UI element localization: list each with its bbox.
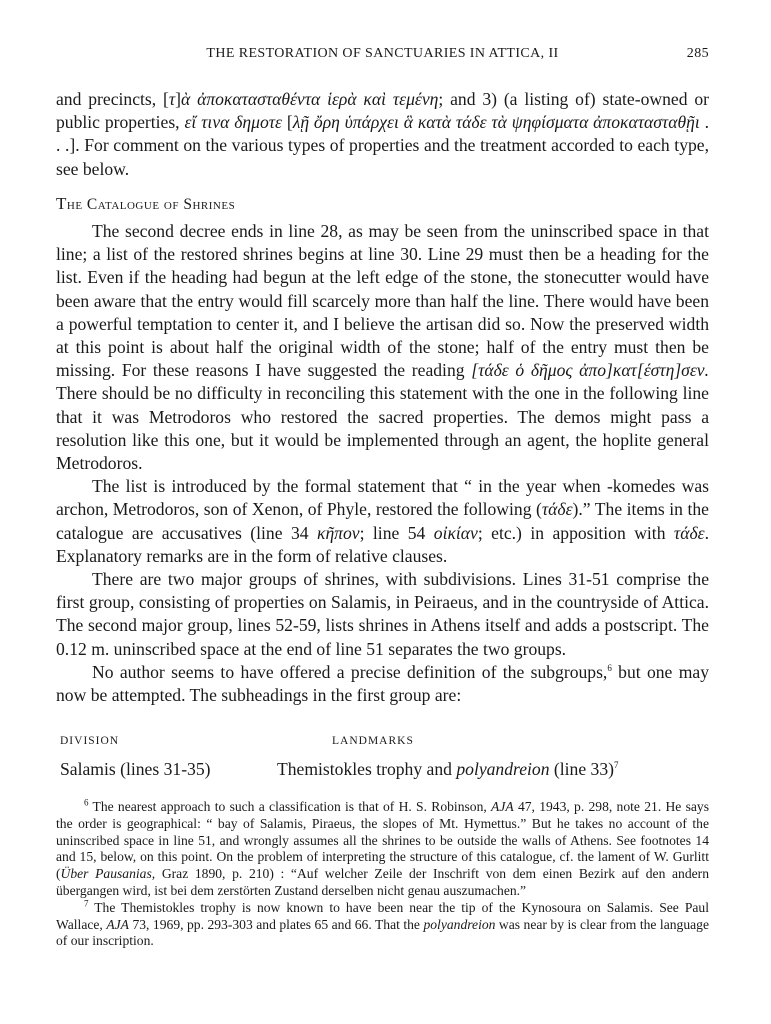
running-head [56, 46, 709, 68]
footnote-text: 47, 1943, p. 298, note 21. He says the order is geographical: “ bay of Salamis, Piraeus, the slopes of Mt. Hymettus.” But he takes no account of the uninscribed space in line 51, and wrongly assumes all the shrines to be outside the walls of Athens. See footnotes 14 and 15, below, on this point. On the problem of interpreting the structure of this catalogue, cf. the lament of W. Gurlitt ( [56, 799, 709, 882]
intro-text: and precincts, [ [56, 89, 169, 109]
journal-title: AJA [106, 916, 129, 932]
main-text [56, 220, 709, 707]
greek-text: κῆπον [317, 522, 360, 543]
footnote-marker: 7 [614, 760, 619, 771]
paragraph [56, 220, 709, 475]
greek-text: [τάδε ὁ δῆμος ἀπο]κατ[έστη]σεν. [471, 360, 709, 381]
running-title: THE RESTORATION OF SANCTUARIES IN ATTICA, II [206, 46, 559, 61]
journal-title: AJA [491, 799, 514, 814]
greek-text: λῇ ὄρη ὑπάρχει ἃ κατὰ τάδε τὰ ψηφίσματα ἀποκατασταθῇι [292, 112, 700, 133]
footnotes [56, 799, 709, 950]
column-header-division: DIVISION [60, 735, 120, 747]
paragraph-text: but one may now be attempted. The subheadings in the first group are: [56, 661, 709, 706]
landmark-term: polyandreion [456, 759, 550, 779]
intro-text: ; and 3) (a listing of) state-owned or public properties, [56, 89, 709, 133]
paragraph-text: ; etc.) in apposition with [477, 522, 674, 543]
greek-text: τάδε [673, 522, 705, 543]
intro-text: . . .]. For comment on the various types of properties and the treatment accorded to each type, see below. [56, 112, 709, 179]
table-cell-division: Salamis (lines 31-35) [60, 759, 211, 779]
footnote-text: The Themistokles trophy is now known to have been near the tip of the Kynosoura on Salamis. See Paul Wallace, [56, 899, 709, 932]
footnote-text: Graz 1890, p. 210) : “Auf welcher Zeile der Inschrift von dem einen Bezirk auf den andern übergangen wird, ist bei dem zerstörten Zustand derselben nicht genau auszumachen.” [56, 866, 709, 898]
paragraph [56, 661, 709, 707]
page-number: 285 [686, 46, 709, 61]
footnote-number: 6 [84, 797, 89, 808]
paragraph [56, 475, 709, 568]
paragraph-text: There should be no difficulty in reconciling this statement with the one in the following line that it was Metrodoros who restored the sacred properties. The demos might pass a resolution like this one, but it would be implemented through an agent, the hoplite general Metrodoros. [56, 383, 709, 474]
paragraph-text: The list is introduced by the formal statement that “ in the year when -komedes was archon, Metrodoros, son of Xenon, of Phyle, restored the following ( [56, 476, 709, 520]
column-header-landmarks: LANDMARKS [332, 735, 414, 747]
heading-text: he Catalogue of Shrines [66, 196, 236, 213]
paragraph-text: ).” The items in the catalogue are accusatives (line 34 [56, 499, 709, 543]
paragraph: There are two major groups of shrines, with subdivisions. Lines 31-51 comprise the first group, consisting of properties on Salamis, in Peiraeus, and in the countryside of Attica. The second major group, lines 52-59, lists shrines in Athens itself and adds a postscript. The 0.12 m. uninscribed space at the end of line 51 separates the two groups. [56, 569, 709, 659]
paragraph-text: No author seems to have offered a precise definition of the subgroups, [92, 661, 608, 682]
intro-text: [ [286, 112, 293, 133]
book-title: Über Pausanias, [60, 866, 156, 882]
paragraph-text: The second decree ends in line 28, as may be seen from the uninscribed space in that line; a list of the restored shrines begins at line 30. Line 29 must then be a heading for the list. Even if the heading had begun at the left edge of the stone, the stonecutter would have been aware that the entry would fill scarcely more than half the line. There would have been a powerful temptation to center it, and I believe the artisan did so. Now the preserved width at this point is about half the original width of the stone; half of the entry must then be missing. For these reasons I have suggested the reading [56, 221, 709, 381]
footnote-term: polyandreion [423, 916, 496, 932]
greek-text: τ [168, 89, 176, 109]
table-cell-landmarks [277, 759, 619, 780]
footnote-number: 7 [84, 898, 89, 909]
greek-text: τάδε [541, 499, 573, 520]
footnote-text: 73, 1969, pp. 293-303 and plates 65 and 66. That the [128, 916, 424, 932]
footnote-text: was near by is clear from the language of our inscription. [56, 916, 709, 949]
landmark-text: (line 33) [549, 759, 615, 779]
greek-text: εἴ τινα δημοτε [184, 112, 282, 133]
intro-paragraph [56, 88, 709, 181]
paragraph-text: ; line 54 [359, 522, 434, 543]
section-heading [56, 194, 235, 214]
heading-initial: T [56, 194, 67, 213]
footnote-marker: 6 [607, 663, 612, 673]
paragraph-text: . Explanatory remarks are in the form of relative clauses. [56, 522, 709, 566]
footnote-text: The nearest approach to such a classification is that of H. S. Robinson, [88, 799, 492, 814]
footnote-6 [56, 799, 709, 900]
landmark-text: Themistokles trophy and [277, 759, 457, 779]
greek-text: οἰκίαν [433, 522, 478, 543]
greek-text: ὰ ἀποκατασταθέντα ἱερὰ καὶ τεμένη [181, 89, 439, 109]
footnote-7 [56, 900, 709, 950]
intro-text: ] [175, 89, 182, 109]
